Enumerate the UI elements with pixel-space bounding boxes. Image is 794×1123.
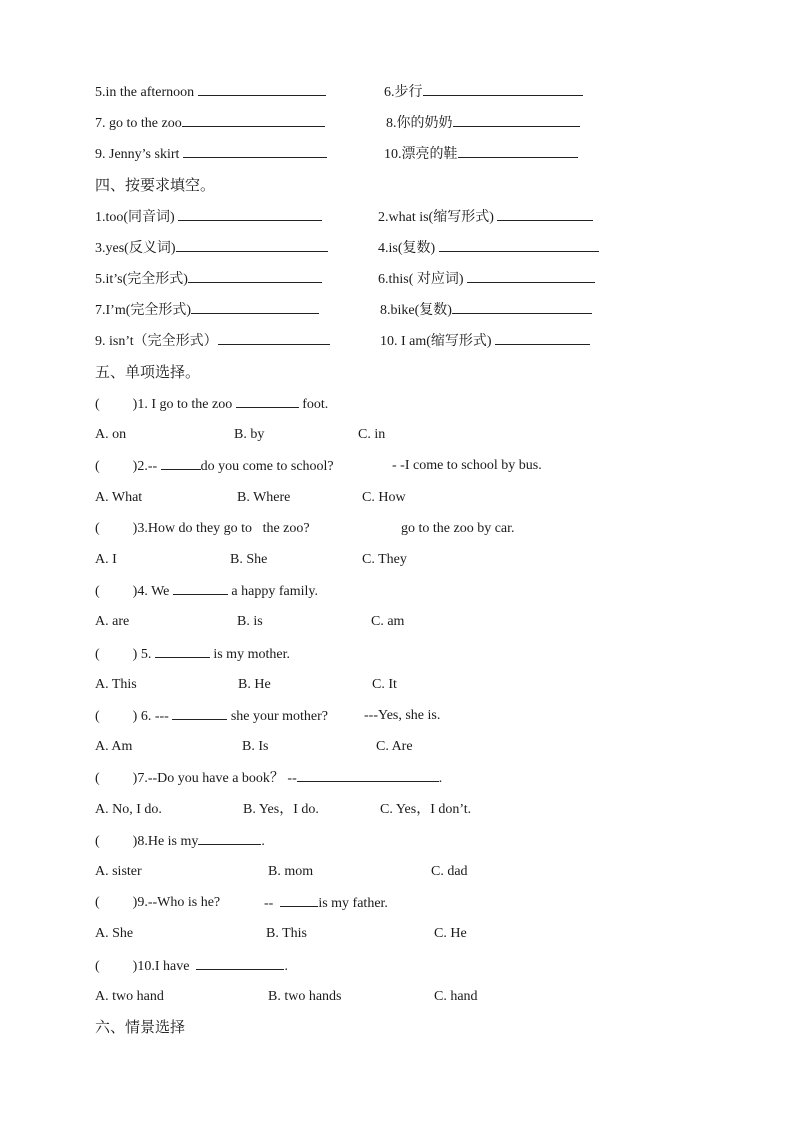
question-row: ( )10.I have . bbox=[0, 955, 794, 977]
question-row: ( ) 5. is my mother. bbox=[0, 643, 794, 665]
option-b[interactable]: B. Yes，I do. bbox=[243, 802, 319, 817]
answer-blank[interactable] bbox=[188, 268, 322, 283]
question-row: ( )7.--Do you have a book？ -- . bbox=[0, 767, 794, 789]
options-row bbox=[0, 923, 794, 945]
answer-blank[interactable] bbox=[280, 892, 318, 907]
options-row bbox=[0, 736, 794, 758]
option-c[interactable]: C. dad bbox=[431, 864, 468, 879]
option-a[interactable]: A. What bbox=[95, 490, 143, 505]
answer-blank[interactable] bbox=[191, 299, 319, 314]
question-row: ( )1. I go to the zoo foot. bbox=[0, 393, 794, 415]
answer-line: - -I come to school by bus. bbox=[392, 458, 542, 473]
answer-blank[interactable] bbox=[173, 580, 228, 595]
section-heading: 五、单项选择。 bbox=[95, 363, 201, 381]
option-b[interactable]: B. He bbox=[238, 677, 271, 692]
question-row: ( )3.How do they go to the zoo? go to the zoo by car. bbox=[0, 518, 794, 540]
option-b[interactable]: B. This bbox=[266, 926, 307, 941]
option-c[interactable]: C. He bbox=[434, 926, 467, 941]
question-row: ( )9.--Who is he? -- is my father. bbox=[0, 892, 794, 914]
item-text: 6.步行 bbox=[384, 81, 583, 104]
translate-row: 7. go to the zoo 8.你的奶奶 bbox=[0, 112, 794, 134]
option-a[interactable]: A. two hand bbox=[95, 989, 164, 1004]
answer-blank[interactable] bbox=[183, 143, 327, 158]
question-row: ( )2.-- do you come to school? - -I come to school by bus. bbox=[0, 455, 794, 477]
answer-blank[interactable] bbox=[467, 268, 595, 283]
translate-row bbox=[0, 81, 794, 103]
options-row bbox=[0, 674, 794, 696]
option-b[interactable]: B. Is bbox=[242, 739, 269, 754]
answer-blank[interactable] bbox=[452, 299, 592, 314]
option-a[interactable]: A. sister bbox=[95, 864, 142, 879]
answer-blank[interactable] bbox=[453, 112, 580, 127]
section-heading: 四、按要求填空。 bbox=[95, 176, 216, 194]
section-heading: 六、情景选择 bbox=[95, 1018, 186, 1036]
option-b[interactable]: B. two hands bbox=[268, 989, 342, 1004]
option-b[interactable]: B. mom bbox=[268, 864, 314, 879]
option-a[interactable]: A. No, I do. bbox=[95, 802, 162, 817]
options-row bbox=[0, 799, 794, 821]
fill-row: 3.yes(反义词) 4.is(复数) bbox=[0, 237, 794, 259]
option-a[interactable]: A. on bbox=[95, 427, 127, 442]
answer-blank[interactable] bbox=[198, 81, 326, 96]
option-a[interactable]: A. She bbox=[95, 926, 134, 941]
item-text: 5.in the afternoon bbox=[95, 81, 326, 104]
option-c[interactable]: C. They bbox=[362, 552, 407, 567]
fill-row: 7.I’m(完全形式) 8.bike(复数) bbox=[0, 299, 794, 321]
option-b[interactable]: B. is bbox=[237, 614, 263, 629]
answer-blank[interactable] bbox=[172, 705, 227, 720]
question-row: ( )4. We a happy family. bbox=[0, 580, 794, 602]
question-row: ( ) 6. --- she your mother? ---Yes, she is. bbox=[0, 705, 794, 727]
option-b[interactable]: B. Where bbox=[237, 490, 291, 505]
fill-row: 1.too(同音词) 2.what is(缩写形式) bbox=[0, 206, 794, 228]
fill-row: 5.it’s(完全形式) 6.this( 对应词) bbox=[0, 268, 794, 290]
answer-blank[interactable] bbox=[439, 237, 599, 252]
option-c[interactable]: C. How bbox=[362, 490, 406, 505]
answer-blank[interactable] bbox=[182, 112, 325, 127]
answer-blank[interactable] bbox=[236, 393, 299, 408]
option-c[interactable]: C. It bbox=[372, 677, 397, 692]
answer-blank[interactable] bbox=[495, 330, 590, 345]
answer-blank[interactable] bbox=[155, 643, 210, 658]
options-row bbox=[0, 861, 794, 883]
option-b[interactable]: B. by bbox=[234, 427, 265, 442]
option-c[interactable]: C. in bbox=[358, 427, 386, 442]
option-c[interactable]: C. hand bbox=[434, 989, 478, 1004]
option-a[interactable]: A. are bbox=[95, 614, 130, 629]
fill-row: 9. isn’t（完全形式） 10. I am(缩写形式) bbox=[0, 330, 794, 352]
options-row bbox=[0, 424, 794, 446]
options-row bbox=[0, 986, 794, 1008]
answer-blank[interactable] bbox=[176, 237, 328, 252]
option-a[interactable]: A. This bbox=[95, 677, 137, 692]
answer-blank[interactable] bbox=[423, 81, 583, 96]
option-c[interactable]: C. Yes，I don’t. bbox=[380, 802, 472, 817]
option-a[interactable]: A. Am bbox=[95, 739, 133, 754]
answer-blank[interactable] bbox=[458, 143, 578, 158]
options-row bbox=[0, 611, 794, 633]
answer-blank[interactable] bbox=[161, 455, 201, 470]
answer-line: ---Yes, she is. bbox=[364, 708, 441, 723]
answer-blank[interactable] bbox=[196, 955, 284, 970]
option-c[interactable]: C. am bbox=[371, 614, 405, 629]
option-c[interactable]: C. Are bbox=[376, 739, 413, 754]
answer-blank[interactable] bbox=[178, 206, 322, 221]
translate-row: 9. Jenny’s skirt 10.漂亮的鞋 bbox=[0, 143, 794, 165]
answer-line: go to the zoo by car. bbox=[401, 521, 515, 536]
answer-blank[interactable] bbox=[497, 206, 593, 221]
answer-blank[interactable] bbox=[198, 830, 261, 845]
answer-blank[interactable] bbox=[297, 767, 439, 782]
answer-blank[interactable] bbox=[218, 330, 330, 345]
options-row bbox=[0, 487, 794, 509]
options-row bbox=[0, 549, 794, 571]
option-a[interactable]: A. I bbox=[95, 552, 117, 567]
option-b[interactable]: B. She bbox=[230, 552, 268, 567]
question-row: ( )8.He is my . bbox=[0, 830, 794, 852]
